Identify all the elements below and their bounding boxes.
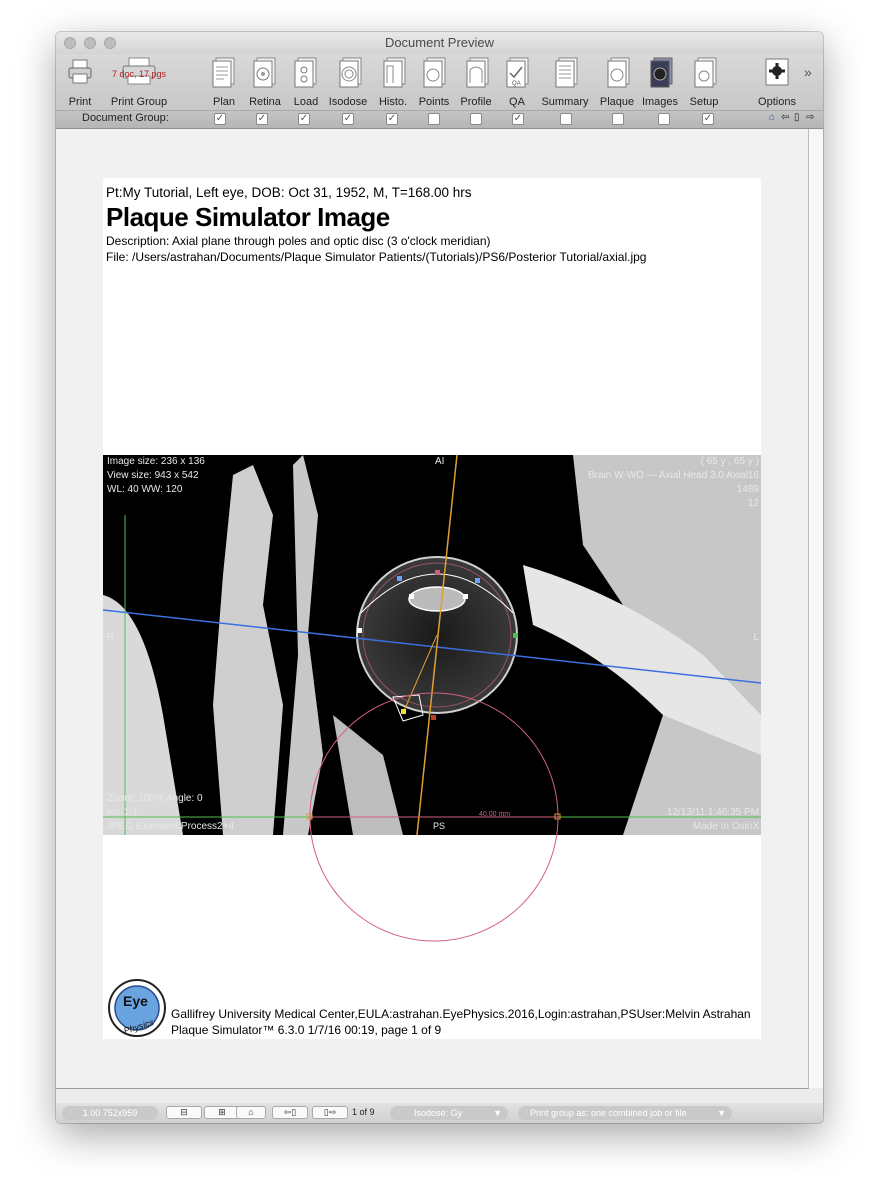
options-label: Options (758, 96, 796, 108)
print-group-badge: 7 doc, 17 pgs (111, 69, 167, 79)
document-group-checkbox-isodose[interactable]: ✓ (343, 113, 353, 124)
options-button[interactable] (754, 56, 800, 108)
scan-measurement-label: 40.00 mm (479, 811, 511, 818)
home-icon: ⌂ (248, 1107, 254, 1117)
document-group-bar (56, 111, 823, 129)
isodose-document-icon (334, 56, 362, 90)
points-document-icon (420, 56, 448, 90)
scan-info-top-left-3: WL: 40 WW: 120 (107, 484, 183, 495)
patient-line: Pt:My Tutorial, Left eye, DOB: Oct 31, 1952, M, T=168.00 hrs (106, 185, 472, 200)
gear-icon (763, 56, 791, 90)
print-button[interactable] (62, 56, 98, 108)
profile-document-icon (462, 56, 490, 90)
eyephysics-logo (107, 978, 167, 1038)
print-mode-select[interactable] (518, 1106, 732, 1120)
preview-area[interactable] (56, 129, 809, 1089)
zoom-in-icon: ⊞ (218, 1107, 226, 1117)
document-group-checkbox-retina[interactable]: ✓ (257, 113, 267, 124)
toolbar-qa-label: QA (509, 96, 525, 108)
toolbar-load-label: Load (293, 96, 319, 108)
file-path-line: File: /Users/astrahan/Documents/Plaque Simulator Patients/(Tutorials)/PS6/Posterior Tutorial/axial.jpg (106, 250, 647, 264)
minimize-window-button[interactable] (84, 37, 96, 49)
previous-page-button[interactable] (272, 1106, 308, 1119)
toolbar-plaque-label: Plaque (599, 96, 635, 108)
toolbar-setup-button[interactable] (686, 56, 722, 108)
scan-info-top-right-1: ( 65 y , 65 y ) (700, 456, 759, 467)
logo-text-bottom: Physics (122, 1016, 156, 1037)
document-page (103, 178, 761, 1039)
isodose-select-value: Isodose: Gy (414, 1108, 463, 1118)
ct-scan-graphic (103, 455, 761, 835)
setup-document-icon (690, 56, 718, 90)
toolbar-profile-button[interactable] (456, 56, 496, 108)
scan-info-bottom-left-2: Im: 1/1 (107, 807, 138, 818)
toolbar-plan-button[interactable] (208, 56, 240, 108)
ct-scan-image[interactable] (103, 455, 761, 835)
toolbar-retina-button[interactable] (246, 56, 284, 108)
toolbar-retina-label: Retina (249, 96, 281, 108)
toolbar-plan-label: Plan (212, 96, 236, 108)
toolbar-images-label: Images (641, 96, 679, 108)
scan-info-bottom-left-3: JPEG Extended:Process2+4 (107, 821, 235, 832)
isodose-select[interactable] (390, 1106, 508, 1120)
zoom-window-button[interactable] (104, 37, 116, 49)
scan-info-top-right-3: 1489 (736, 484, 759, 495)
plaque-document-icon (603, 56, 631, 90)
document-group-checkbox-setup[interactable]: ✓ (703, 113, 713, 124)
scan-info-bottom-right-1: 12/13/11 1:46:35 PM (666, 807, 759, 818)
document-group-label: Document Group: (82, 112, 169, 124)
toolbar-isodose-button[interactable] (326, 56, 370, 108)
histogram-document-icon (379, 56, 407, 90)
footer-line-1: Gallifrey University Medical Center,EULA:astrahan.EyePhysics.2016,Login:astrahan,PSUser:Melvin Astrahan (171, 1007, 751, 1021)
toolbar-plaque-button[interactable] (598, 56, 636, 108)
document-group-checkbox-profile[interactable] (470, 113, 482, 125)
next-page-button[interactable] (312, 1106, 348, 1119)
summary-document-icon (551, 56, 579, 90)
print-group-button[interactable] (106, 56, 172, 108)
toolbar-overflow-icon[interactable]: » (804, 64, 812, 80)
scan-info-top-right-4: 12 (747, 498, 759, 509)
footer-line-2: Plaque Simulator™ 6.3.0 1/7/16 00:19, page 1 of 9 (171, 1023, 442, 1037)
document-group-checkbox-qa[interactable]: ✓ (513, 113, 523, 124)
zoom-out-icon: ⊟ (180, 1107, 188, 1117)
document-group-checkbox-histo[interactable]: ✓ (387, 113, 397, 124)
toolbar-load-button[interactable] (290, 56, 322, 108)
next-page-icon: ▯⇨ (323, 1107, 337, 1117)
scan-orientation-right: L (753, 632, 759, 643)
description-line: Description: Axial plane through poles and optic disc (3 o'clock meridian) (106, 234, 491, 248)
print-mode-select-value: Print group as: one combined job or file (530, 1108, 687, 1118)
logo-text-top: Eye (123, 993, 148, 1009)
chevron-down-icon: ▼ (493, 1108, 502, 1118)
scan-info-top-right-2: Brain W-WO — Axial Head 3.0 Axial16 (588, 470, 759, 481)
vertical-scrollbar[interactable] (809, 129, 823, 1088)
toolbar-histo-button[interactable] (374, 56, 412, 108)
document-group-checkbox-plan[interactable]: ✓ (215, 113, 225, 124)
document-group-checkbox-points[interactable] (428, 113, 440, 125)
document-group-checkbox-summary[interactable] (560, 113, 572, 125)
zoom-in-button[interactable] (204, 1106, 240, 1119)
scan-orientation-left: R (107, 632, 115, 643)
zoom-readout: 1.00 752x959 (62, 1106, 158, 1120)
scan-orientation-top: AI (435, 456, 445, 467)
home-page-button[interactable] (236, 1106, 266, 1119)
document-preview-window (56, 32, 823, 1123)
page-title: Plaque Simulator Image (106, 202, 390, 232)
toolbar (56, 54, 823, 111)
toolbar-points-label: Points (418, 96, 450, 108)
print-group-label: Print Group (110, 96, 168, 108)
window-title: Document Preview (384, 35, 495, 50)
svg-text:QA: QA (512, 81, 521, 87)
toolbar-qa-button[interactable] (502, 56, 532, 108)
toolbar-images-button[interactable] (641, 56, 679, 108)
images-document-icon (646, 56, 674, 90)
home-nav-icon[interactable]: ⌂ (769, 112, 776, 123)
plan-document-icon (210, 56, 238, 90)
scan-info-bottom-left-1: Zoom: 100% Angle: 0 (107, 793, 203, 804)
toolbar-summary-button[interactable] (538, 56, 592, 108)
document-group-checkbox-images[interactable] (658, 113, 670, 125)
toolbar-profile-label: Profile (460, 96, 492, 108)
toolbar-histo-label: Histo. (378, 96, 408, 108)
chevron-down-icon: ▼ (717, 1108, 726, 1118)
document-group-checkbox-load[interactable]: ✓ (299, 113, 309, 124)
zoom-out-button[interactable] (166, 1106, 202, 1119)
status-bar (56, 1103, 823, 1123)
previous-page-icon: ⇦▯ (283, 1107, 297, 1117)
page-counter: 1 of 9 (352, 1107, 375, 1117)
printer-icon (66, 56, 94, 90)
print-label: Print (68, 96, 92, 108)
load-document-icon (292, 56, 320, 90)
retina-document-icon (251, 56, 279, 90)
prev-nav-icon[interactable]: ⇦ (781, 112, 790, 123)
scan-info-top-left-2: View size: 943 x 542 (107, 470, 199, 481)
scan-orientation-bottom: PS (433, 821, 446, 831)
close-window-button[interactable] (64, 37, 76, 49)
toolbar-points-button[interactable] (416, 56, 452, 108)
toolbar-setup-label: Setup (689, 96, 719, 108)
document-group-checkbox-plaque[interactable] (612, 113, 624, 125)
toolbar-summary-label: Summary (541, 96, 589, 108)
scan-info-top-left-1: Image size: 236 x 136 (107, 456, 205, 467)
scan-info-bottom-right-2: Made In OsiriX (692, 821, 759, 832)
qa-document-icon (503, 56, 531, 90)
doc-nav-icon[interactable]: ▯ (794, 112, 800, 123)
next-nav-icon[interactable]: ⇨ (806, 112, 815, 123)
toolbar-isodose-label: Isodose (328, 96, 368, 108)
title-bar (56, 32, 823, 54)
